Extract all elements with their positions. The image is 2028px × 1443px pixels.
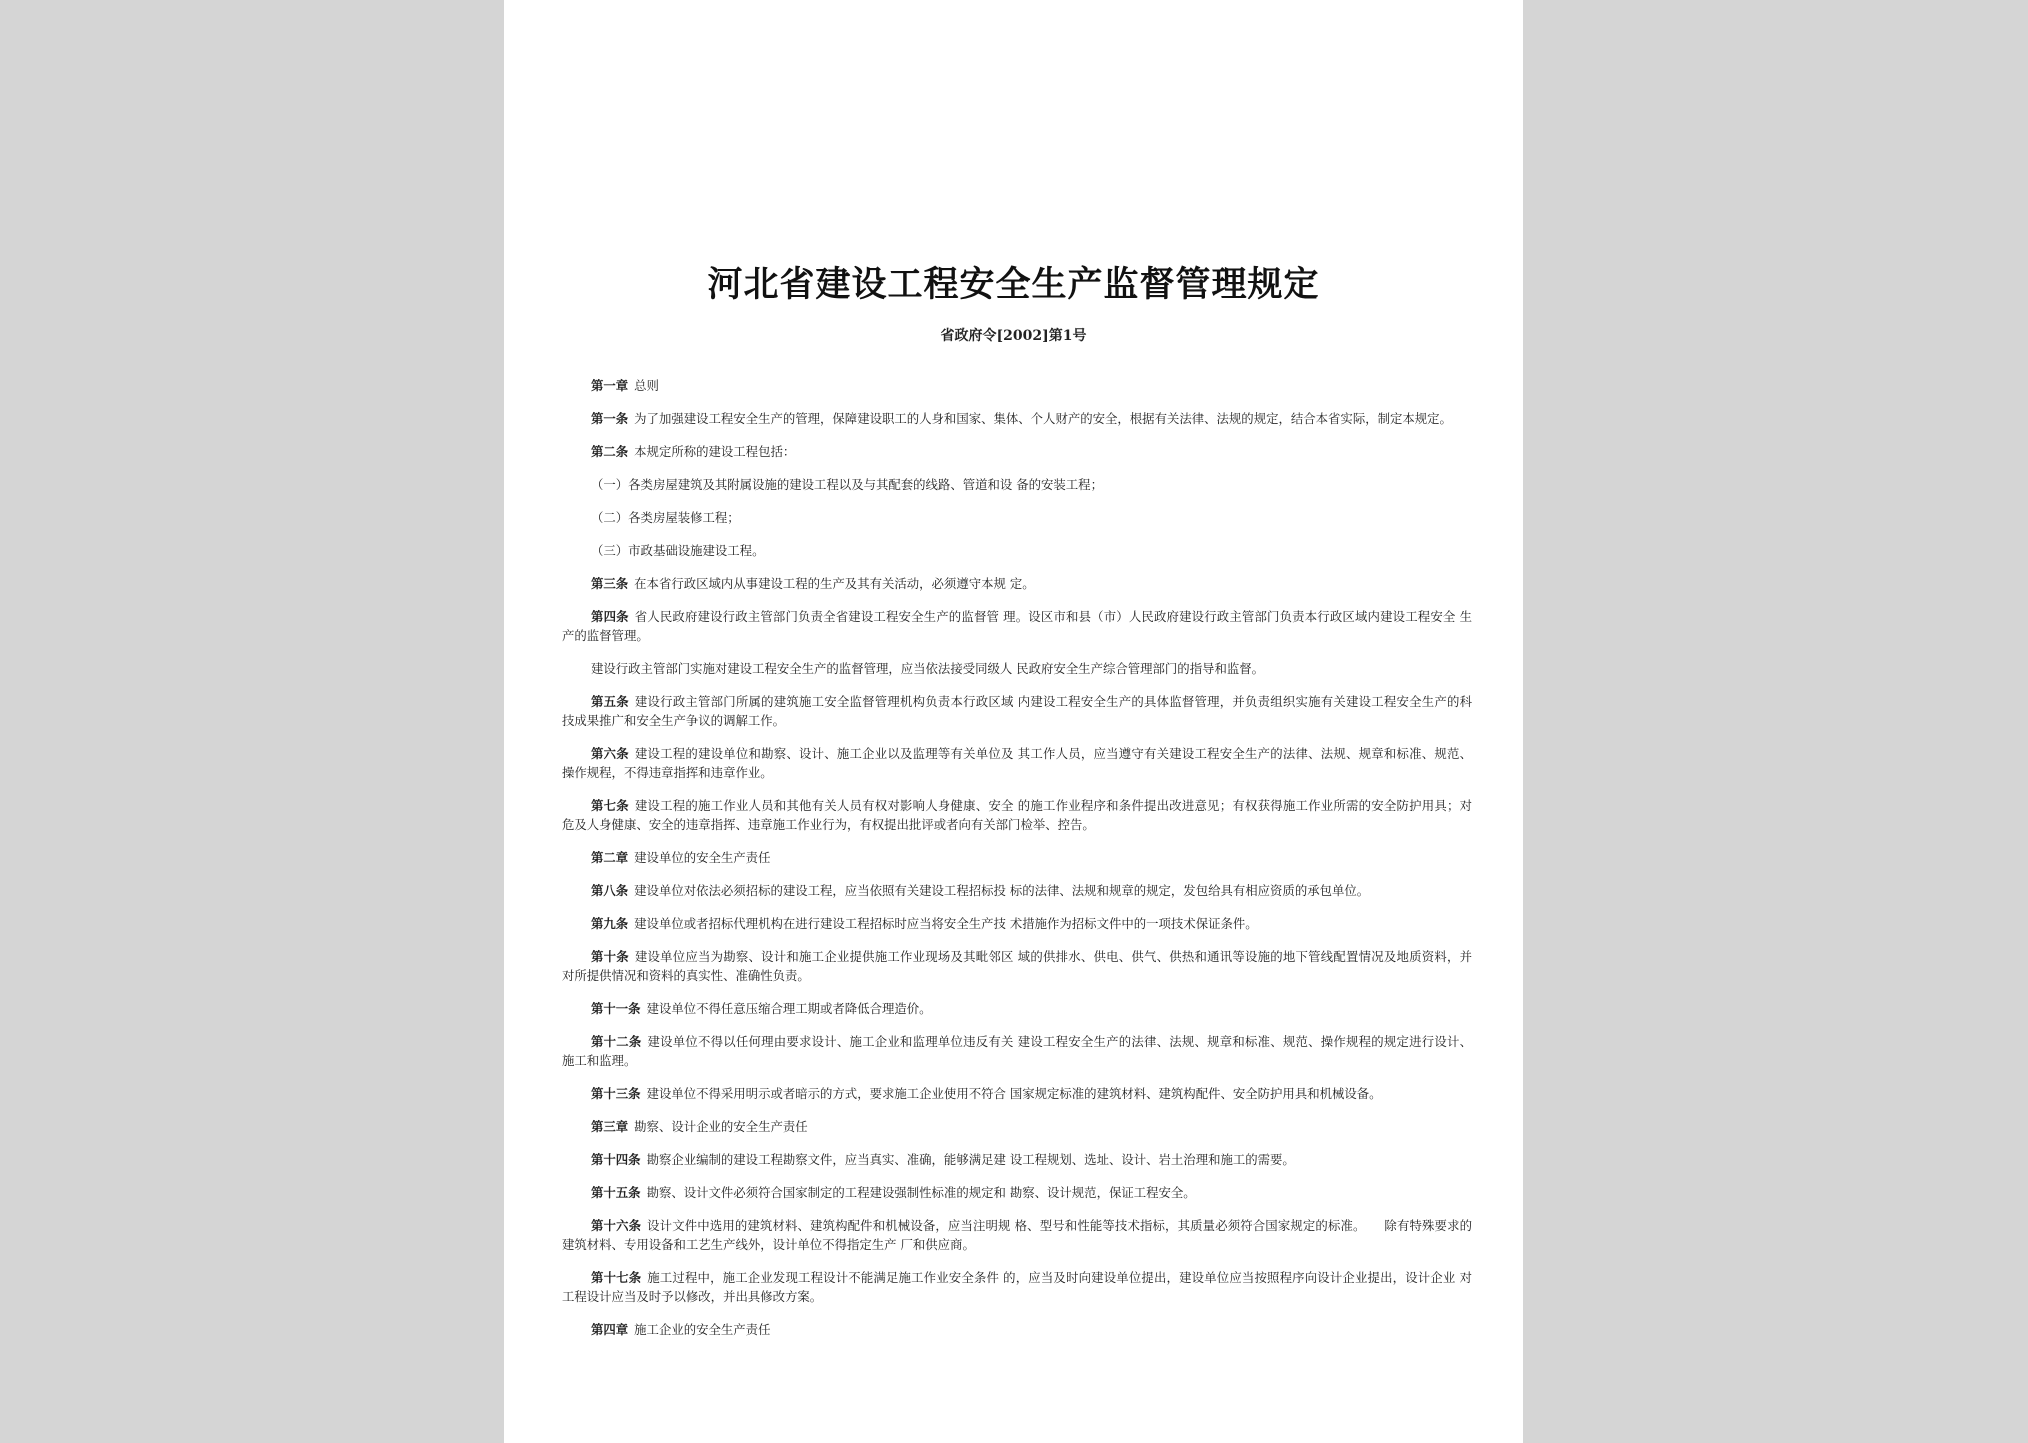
article-paragraph	[562, 508, 1472, 527]
paragraph-text: 建设工程的建设单位和勘察、设计、施工企业以及监理等有关单位及 其工作人员，应当遵守有关建设工程安全生产的法律、法规、规章和标准、规范、 操作规程，不得违章指挥和违章作业。	[562, 746, 1472, 780]
article-number: 第七条	[591, 798, 629, 813]
article-number: 第三条	[591, 576, 629, 591]
article-number: 第十条	[591, 949, 629, 964]
paragraph-text: 建设单位不得以任何理由要求设计、施工企业和监理单位违反有关 建设工程安全生产的法律、法规、规章和标准、规范、操作规程的规定进行设计、 施工和监理。	[562, 1034, 1472, 1068]
paragraph-text: 总则	[634, 378, 659, 393]
paragraph-text: 建设行政主管部门所属的建筑施工安全监督管理机构负责本行政区域 内建设工程安全生产的具体监督管理，并负责组织实施有关建设工程安全生产的科 技成果推广和安全生产争议的调解工作。	[562, 694, 1472, 728]
article-paragraph	[562, 574, 1472, 593]
paragraph-text: 建设单位的安全生产责任	[634, 850, 771, 865]
article-number: 第十四条	[591, 1152, 641, 1167]
paragraph-text: 在本省行政区域内从事建设工程的生产及其有关活动，必须遵守本规 定。	[634, 576, 1035, 591]
article-paragraph	[562, 1084, 1472, 1103]
paragraph-text: 建设工程的施工作业人员和其他有关人员有权对影响人身健康、安全 的施工作业程序和条件提出改进意见；有权获得施工作业所需的安全防护用具；对 危及人身健康、安全的违章指挥、违章施工作业行为，有权提出批评或者向有关部门检举、控告。	[562, 798, 1472, 832]
article-number: 第五条	[591, 694, 629, 709]
paragraph-text: 建设单位应当为勘察、设计和施工企业提供施工作业现场及其毗邻区 域的供排水、供电、供气、供热和通讯等设施的地下管线配置情况及地质资料，并 对所提供情况和资料的真实性、准确性负责。	[562, 949, 1472, 983]
paragraph-text: 建设单位不得任意压缩合理工期或者降低合理造价。	[646, 1001, 932, 1016]
paragraph-text: 勘察、设计文件必须符合国家制定的工程建设强制性标准的规定和 勘察、设计规范，保证工程安全。	[646, 1185, 1196, 1200]
article-paragraph	[562, 796, 1472, 834]
article-number: 第十六条	[591, 1218, 642, 1233]
document-body	[562, 376, 1472, 1353]
article-paragraph	[562, 442, 1472, 461]
article-number: 第八条	[591, 883, 629, 898]
article-number: 第六条	[591, 746, 629, 761]
document-title: 河北省建设工程安全生产监督管理规定	[707, 264, 1320, 305]
article-number: 第九条	[591, 916, 629, 931]
paragraph-text: （一）各类房屋建筑及其附属设施的建设工程以及与其配套的线路、管道和设 备的安装工程；	[591, 477, 1103, 492]
article-paragraph	[562, 475, 1472, 494]
article-paragraph	[562, 607, 1472, 645]
article-number: 第十三条	[591, 1086, 641, 1101]
article-number: 第十五条	[591, 1185, 641, 1200]
article-paragraph	[562, 999, 1472, 1018]
article-paragraph	[562, 1032, 1472, 1070]
paragraph-text: 建设行政主管部门实施对建设工程安全生产的监督管理，应当依法接受同级人 民政府安全生产综合管理部门的指导和监督。	[591, 661, 1265, 676]
article-paragraph	[562, 881, 1472, 900]
paragraph-text: （三）市政基础设施建设工程。	[591, 543, 765, 558]
article-number: 第十一条	[591, 1001, 641, 1016]
paragraph-text: 建设单位或者招标代理机构在进行建设工程招标时应当将安全生产技 术措施作为招标文件中的一项技术保证条件。	[634, 916, 1258, 931]
article-number: 第一章	[591, 378, 629, 393]
article-paragraph	[562, 409, 1472, 428]
chapter-heading	[562, 1117, 1472, 1136]
paragraph-text: 建设单位不得采用明示或者暗示的方式，要求施工企业使用不符合 国家规定标准的建筑材料、建筑构配件、安全防护用具和机械设备。	[646, 1086, 1382, 1101]
article-paragraph	[562, 1268, 1472, 1306]
paragraph-text: 施工过程中，施工企业发现工程设计不能满足施工作业安全条件 的，应当及时向建设单位提出，建设单位应当按照程序向设计企业提出，设计企业 对工程设计应当及时予以修改，并出具修改方案。	[562, 1270, 1472, 1304]
paragraph-text: 设计文件中选用的建筑材料、建筑构配件和机械设备，应当注明规 格、型号和性能等技术指标，其质量必须符合国家规定的标准。 除有特殊要求的建筑材料、专用设备和工艺生产线外，设计单位不得指定生产 厂和供应商。	[562, 1218, 1472, 1252]
paragraph-text: 为了加强建设工程安全生产的管理，保障建设职工的人身和国家、集体、个人财产的安全，根据有关法律、法规的规定，结合本省实际，制定本规定。	[634, 411, 1452, 426]
article-paragraph	[562, 914, 1472, 933]
article-number: 第四章	[591, 1322, 629, 1337]
paragraph-text: 勘察、设计企业的安全生产责任	[634, 1119, 808, 1134]
article-paragraph	[562, 1150, 1472, 1169]
chapter-heading	[562, 848, 1472, 867]
paragraph-text: 建设单位对依法必须招标的建设工程，应当依照有关建设工程招标投 标的法律、法规和规章的规定，发包给具有相应资质的承包单位。	[634, 883, 1370, 898]
article-number: 第四条	[591, 609, 629, 624]
article-paragraph	[562, 659, 1472, 678]
article-paragraph	[562, 541, 1472, 560]
article-number: 第三章	[591, 1119, 629, 1134]
paragraph-text: （二）各类房屋装修工程；	[591, 510, 740, 525]
article-number: 第二章	[591, 850, 629, 865]
document-subtitle: 省政府令[2002]第1号	[940, 328, 1087, 344]
document-page	[504, 0, 1523, 1443]
article-paragraph	[562, 744, 1472, 782]
paragraph-text: 本规定所称的建设工程包括：	[634, 444, 796, 459]
article-paragraph	[562, 1183, 1472, 1202]
article-number: 第十二条	[591, 1034, 642, 1049]
paragraph-text: 施工企业的安全生产责任	[634, 1322, 771, 1337]
article-paragraph	[562, 1216, 1472, 1254]
paragraph-text: 省人民政府建设行政主管部门负责全省建设工程安全生产的监督管 理。设区市和县（市）人民政府建设行政主管部门负责本行政区域内建设工程安全 生产的监督管理。	[562, 609, 1472, 643]
chapter-heading	[562, 376, 1472, 395]
article-number: 第二条	[591, 444, 629, 459]
chapter-heading	[562, 1320, 1472, 1339]
article-number: 第一条	[591, 411, 629, 426]
paragraph-text: 勘察企业编制的建设工程勘察文件，应当真实、准确，能够满足建 设工程规划、选址、设计、岩土治理和施工的需要。	[646, 1152, 1295, 1167]
article-paragraph	[562, 947, 1472, 985]
article-paragraph	[562, 692, 1472, 730]
article-number: 第十七条	[591, 1270, 642, 1285]
